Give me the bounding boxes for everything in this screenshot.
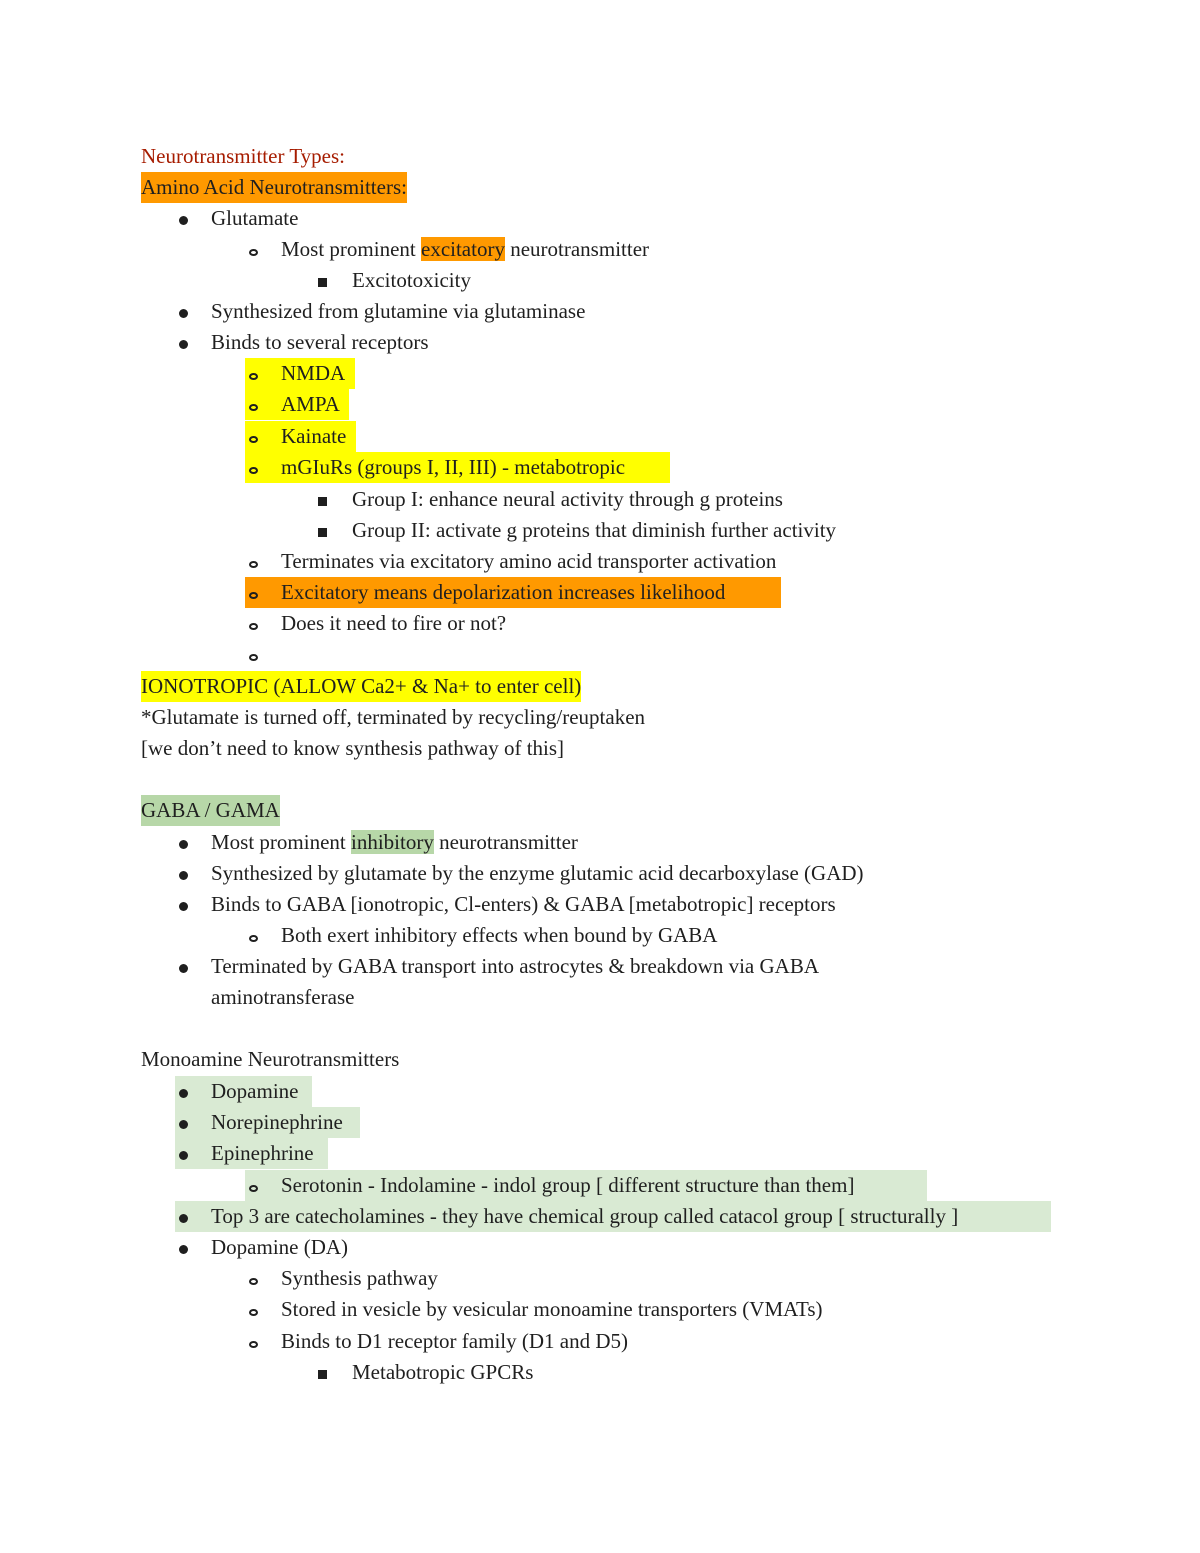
- list-item-text: aminotransferase: [211, 985, 355, 1009]
- list-item-text: Most prominent excitatory neurotransmitter: [281, 237, 650, 261]
- bullet-dot-icon: [179, 858, 188, 889]
- bullet-square-icon: [318, 515, 327, 546]
- bullet-ring-icon: [249, 389, 258, 420]
- list-item-text: Terminates via excitatory amino acid transporter activation: [281, 549, 777, 573]
- list-item-text: NMDA: [281, 361, 346, 385]
- bullet-ring-icon: [249, 1170, 258, 1201]
- list-item-text: Norepinephrine: [211, 1110, 343, 1134]
- bullet-ring-icon: [249, 608, 258, 639]
- bullet-dot-icon: [179, 1138, 188, 1169]
- list-item-text: Dopamine (DA): [211, 1235, 349, 1259]
- glutamate-note: *Glutamate is turned off, terminated by recycling/reuptaken: [141, 705, 646, 729]
- section-heading-amino-acid: Amino Acid Neurotransmitters:: [141, 172, 407, 203]
- bullet-ring-icon: [249, 546, 258, 577]
- bullet-dot-icon: [179, 827, 188, 858]
- bullet-ring-icon: [249, 358, 258, 389]
- list-item-text: Metabotropic GPCRs: [352, 1360, 534, 1384]
- list-item-text: mGIuRs (groups I, II, III) - metabotropic: [281, 455, 626, 479]
- list-item-text: Binds to GABA [ionotropic, Cl-enters) & GABA [metabotropic] receptors: [211, 892, 836, 916]
- list-item-text: Most prominent inhibitory neurotransmitter: [211, 830, 578, 854]
- list-item-text: Top 3 are catecholamines - they have chemical group called catacol group [ structurally ]: [211, 1204, 959, 1228]
- section-heading-monoamine: Monoamine Neurotransmitters: [141, 1047, 400, 1071]
- list-item-text: Does it need to fire or not?: [281, 611, 507, 635]
- bullet-ring-icon: [249, 1294, 258, 1325]
- bullet-dot-icon: [179, 296, 188, 327]
- list-item-text: Excitotoxicity: [352, 268, 471, 292]
- synthesis-note: [we don’t need to know synthesis pathway of this]: [141, 736, 565, 760]
- list-item-text: Binds to D1 receptor family (D1 and D5): [281, 1329, 629, 1353]
- bullet-ring-icon: [249, 920, 258, 951]
- list-item-text: Synthesized from glutamine via glutaminase: [211, 299, 586, 323]
- bullet-square-icon: [318, 265, 327, 296]
- bullet-dot-icon: [179, 203, 188, 234]
- list-item-text: Both exert inhibitory effects when bound by GABA: [281, 923, 718, 947]
- bullet-dot-icon: [179, 1201, 188, 1232]
- list-item-text: Terminated by GABA transport into astrocytes & breakdown via GABA: [211, 954, 819, 978]
- list-item-text: Group I: enhance neural activity through g proteins: [352, 487, 783, 511]
- bullet-ring-icon: [249, 1263, 258, 1294]
- list-item-text: Epinephrine: [211, 1141, 314, 1165]
- bullet-ring-icon: [249, 1326, 258, 1357]
- bullet-ring-icon: [249, 234, 258, 265]
- list-item-text: Serotonin - Indolamine - indol group [ different structure than them]: [281, 1173, 855, 1197]
- bullet-dot-icon: [179, 951, 188, 982]
- bullet-dot-icon: [179, 327, 188, 358]
- bullet-ring-icon: [249, 639, 258, 670]
- highlight-inhibitory: inhibitory: [351, 830, 434, 854]
- list-item-text: Stored in vesicle by vesicular monoamine transporters (VMATs): [281, 1297, 823, 1321]
- bullet-dot-icon: [179, 1076, 188, 1107]
- bullet-square-icon: [318, 484, 327, 515]
- bullet-square-icon: [318, 1357, 327, 1388]
- list-item-text: Kainate: [281, 424, 347, 448]
- bullet-ring-icon: [249, 577, 258, 608]
- list-item-text: AMPA: [281, 392, 340, 416]
- list-item-text: Group II: activate g proteins that diminish further activity: [352, 518, 837, 542]
- list-item-text: Excitatory means depolarization increases likelihood: [281, 580, 726, 604]
- section-heading-gaba: GABA / GAMA: [141, 795, 280, 826]
- document-title: Neurotransmitter Types:: [141, 144, 346, 168]
- bullet-ring-icon: [249, 452, 258, 483]
- list-item-text: Glutamate: [211, 206, 299, 230]
- list-item-text: Synthesis pathway: [281, 1266, 438, 1290]
- list-item-text: Dopamine: [211, 1079, 299, 1103]
- bullet-dot-icon: [179, 1232, 188, 1263]
- bullet-dot-icon: [179, 889, 188, 920]
- bullet-ring-icon: [249, 421, 258, 452]
- list-item-text: Synthesized by glutamate by the enzyme glutamic acid decarboxylase (GAD): [211, 861, 864, 885]
- ionotropic-note: IONOTROPIC (ALLOW Ca2+ & Na+ to enter cell): [141, 671, 581, 702]
- list-item-text: Binds to several receptors: [211, 330, 429, 354]
- bullet-dot-icon: [179, 1107, 188, 1138]
- highlight-excitatory: excitatory: [421, 237, 505, 261]
